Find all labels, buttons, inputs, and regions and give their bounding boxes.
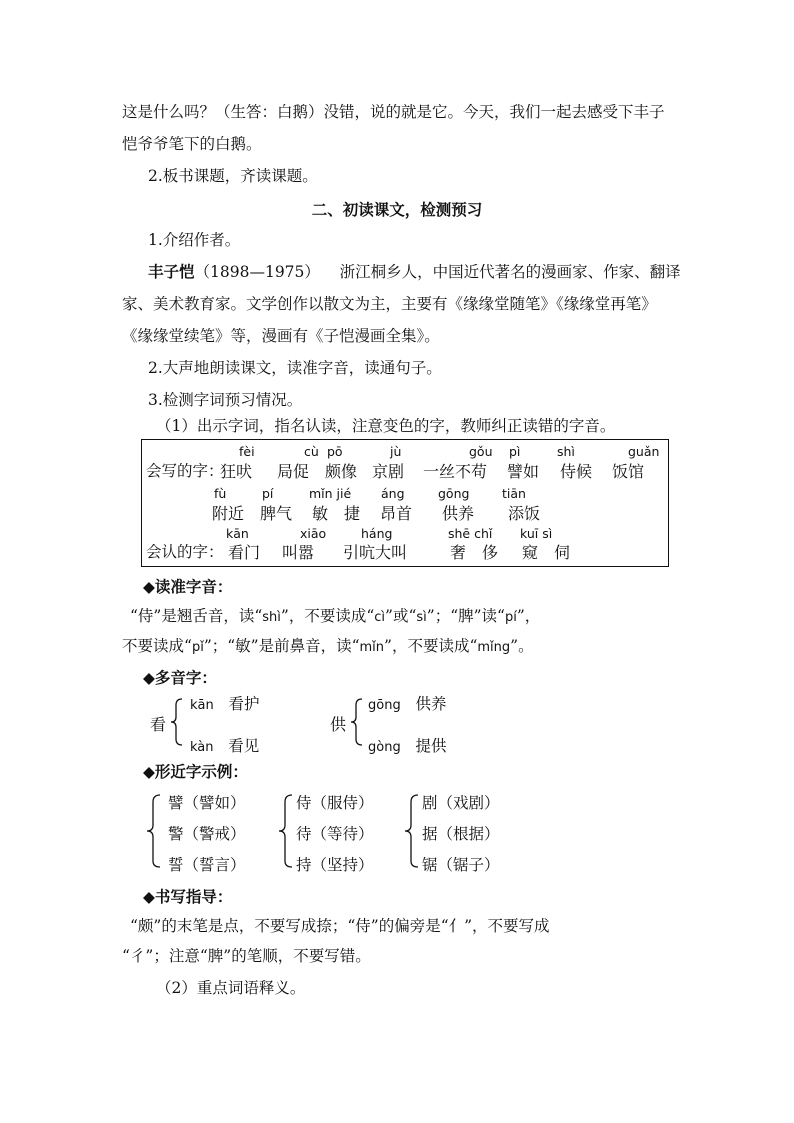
item-check-preview: 3.检测字词预习情况。 (148, 391, 303, 409)
author-desc-1: 浙江桐乡人，中国近代著名的漫画家、作家、翻译 (339, 263, 681, 281)
write-label: 会写的字： (146, 462, 224, 480)
pinyin-po: pō (327, 444, 343, 459)
similar-2-2: 待（等待） (296, 825, 374, 843)
word-piqi: 脾气 (260, 504, 293, 523)
poly-gong-1-w: 供养 (415, 695, 447, 713)
similar-3-1: 剧（戏剧） (422, 794, 500, 812)
pron-2b: pǐ (191, 640, 204, 655)
pinyin-ang: áng (381, 486, 405, 501)
pinyin-pi2: pí (262, 486, 274, 501)
word-yisibugou: 一丝不苟 (423, 462, 488, 481)
word-fujin: 附近 (212, 504, 245, 523)
writing-line-1: “颇”的末笔是点，不要写成捺；“侍”的偏旁是“亻”，不要写成 (130, 917, 550, 935)
poly-kan-1-py: kān (190, 698, 214, 713)
word-fanguan: 饭馆 (612, 462, 645, 481)
pinyin-gong: gōng (438, 486, 470, 501)
similar-3-3: 锯（锯子） (422, 856, 500, 874)
pron-2c: ”；“敏”是前鼻音，读“ (203, 637, 360, 655)
poly-kan-1-w: 看护 (228, 695, 260, 713)
word-poxiang: 颇像 (325, 462, 358, 481)
word-kuangfei: 狂吠 (220, 462, 253, 481)
word-shechi: 奢 侈 (450, 543, 499, 562)
pinyin-xiao: xiāo (300, 526, 327, 541)
pinyin-tian: tiān (502, 486, 526, 501)
intro-line-2: 恺爷爷笔下的白鹅。 (122, 135, 262, 153)
pinyin-shi: shì (557, 444, 575, 459)
pinyin-kuisi: kuī sì (520, 526, 553, 541)
item-introduce-author: 1.介绍作者。 (148, 231, 241, 249)
poly-gong-2 (368, 734, 447, 756)
pron-1h: pí (504, 610, 517, 625)
pinyin-fu: fù (214, 486, 227, 501)
brace-similar-2 (278, 793, 294, 871)
heading-writing: ◆书写指导： (143, 887, 233, 906)
brace-similar-1 (146, 793, 162, 871)
word-box (141, 439, 669, 567)
pron-1d: cì (374, 610, 386, 625)
pron-1i: ”， (516, 607, 541, 625)
brace-similar-3 (404, 793, 420, 871)
similar-2-3: 持（坚持） (296, 856, 374, 874)
pron-2a: 不要读成“ (122, 637, 192, 655)
word-jingju: 京剧 (372, 462, 405, 481)
poly-char-gong: 供 (330, 715, 347, 734)
word-piru: 譬如 (507, 462, 540, 481)
similar-1-3: 誓（誓言） (168, 856, 246, 874)
similar-3-2: 据（根据） (422, 825, 500, 843)
pinyin-minjie: mǐn jié (309, 486, 352, 501)
intro-line-1: 这是什么吗？（生答：白鹅）没错，说的就是它。今天，我们一起去感受下丰子 (122, 103, 665, 121)
heading-pronounce: ◆读准字音： (143, 577, 233, 596)
heading-polyphone: ◆多音字： (143, 668, 217, 687)
word-shihou: 侍候 (560, 462, 593, 481)
pron-1f: sì (416, 610, 427, 625)
word-gongyang: 供养 (442, 504, 475, 523)
pinyin-shechi: shē chǐ (448, 526, 493, 541)
pinyin-gou: gǒu (469, 444, 493, 459)
heading-similar: ◆形近字示例： (143, 762, 248, 781)
item-show-words: （1）出示字词，指名认读，注意变色的字，教师纠正读错的字音。 (156, 417, 616, 435)
brace-poly-gong (350, 697, 364, 747)
pron-2f: mǐng (477, 640, 511, 655)
pinyin-hang: háng (361, 526, 393, 541)
section-title: 二、初读课文，检测预习 (311, 200, 483, 219)
pron-2d: mǐn (359, 640, 385, 655)
poly-gong-1-py: gōng (368, 698, 401, 713)
poly-kan-1 (190, 692, 260, 714)
similar-1-1: 譬（譬如） (168, 794, 246, 812)
pinyin-kan: kān (226, 526, 249, 541)
pron-1e: ”或“ (385, 607, 417, 625)
pinyin-guan: guǎn (628, 444, 660, 459)
brace-poly-kan (170, 697, 184, 747)
pronounce-line-1 (130, 606, 540, 628)
poly-kan-2 (190, 734, 259, 756)
intro-item-2: 2.板书课题，齐读课题。 (148, 167, 318, 185)
pron-1c: ”，不要读成“ (280, 607, 375, 625)
pronounce-line-2 (122, 636, 534, 658)
writing-line-2: “彳”；注意“脾”的笔顺，不要写错。 (122, 947, 371, 965)
pinyin-cu: cù (304, 444, 319, 459)
poly-kan-2-py: kàn (190, 740, 214, 755)
item-key-words: （2）重点词语释义。 (156, 979, 306, 997)
word-kuisi: 窥 伺 (522, 543, 571, 562)
read-label: 会认的字： (146, 543, 224, 561)
poly-char-kan: 看 (150, 715, 167, 734)
author-line-1 (148, 262, 681, 282)
poly-gong-2-w: 提供 (415, 737, 447, 755)
pinyin-pi: pì (509, 444, 521, 459)
pron-1g: ”；“脾”读“ (426, 607, 505, 625)
pron-2e: ”，不要读成“ (384, 637, 478, 655)
word-jucu: 局促 (277, 462, 310, 481)
poly-gong-2-py: gòng (368, 740, 401, 755)
author-line-2: 家、美术教育家。文学创作以散文为主，主要有《缘缘堂随笔》《缘缘堂再笔》 (122, 295, 657, 313)
author-line-3: 《缘缘堂续笔》等，漫画有《子恺漫画全集》。 (122, 327, 440, 345)
word-tianfan: 添饭 (508, 504, 541, 523)
similar-1-2: 警（警戒） (168, 825, 246, 843)
word-jiaoxiao: 叫嚣 (282, 543, 315, 562)
pron-1a: “侍”是翘舌音，读“ (130, 607, 263, 625)
poly-kan-2-w: 看见 (228, 737, 260, 755)
pinyin-fei: fèi (239, 444, 255, 459)
item-read-aloud: 2.大声地朗读课文，读准字音，读通句子。 (148, 359, 442, 377)
pinyin-ju: jù (390, 444, 402, 459)
word-minjie: 敏 捷 (312, 504, 361, 523)
word-yinhangdajiao: 引吭大叫 (343, 543, 408, 562)
word-kanmen: 看门 (228, 543, 261, 562)
pron-2g: ”。 (510, 637, 534, 655)
word-angshou: 昂首 (380, 504, 413, 523)
similar-2-1: 侍（服侍） (296, 794, 374, 812)
poly-gong-1 (368, 692, 447, 714)
author-name: 丰子恺 (148, 262, 195, 281)
author-years: （1898—1975） (194, 263, 320, 281)
pron-1b: shì (262, 610, 281, 625)
